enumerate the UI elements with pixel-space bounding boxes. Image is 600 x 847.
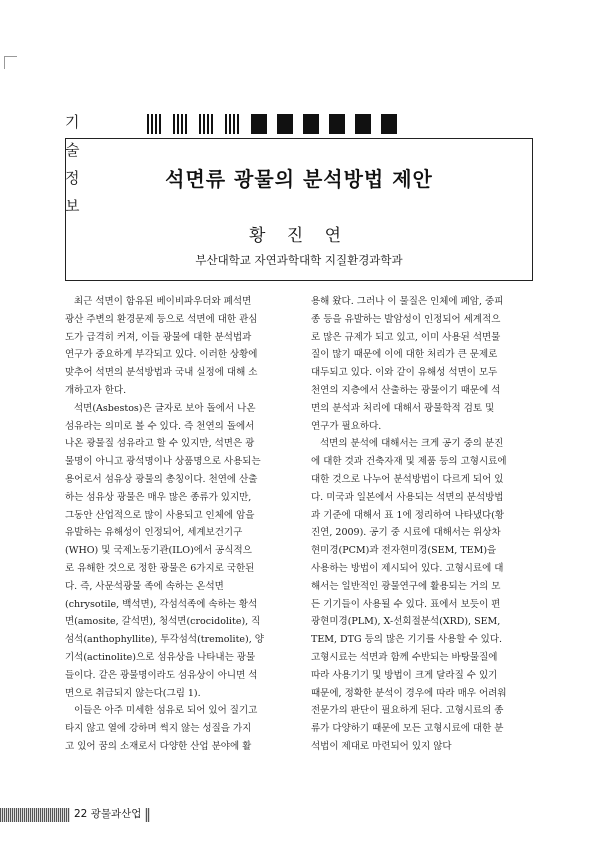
text-line: 류가 다양하기 때문에 모든 고형시료에 대한 분 — [311, 723, 504, 735]
author-name: 황 진 연 — [248, 226, 350, 246]
decoration-block — [303, 114, 319, 134]
article-title: 석면류 광물의 분석방법 제안 — [165, 167, 433, 191]
text-line: 도가 급격히 커져, 이들 광물에 대한 분석법과 — [65, 331, 252, 343]
text-line: 섬석(anthophyllite), 투각섬석(tremolite), 양 — [65, 634, 264, 646]
text-line: 연구가 필요하다. — [311, 420, 382, 432]
text-line: 과 기준에 대해서 표 1에 정리하여 나타냈다(황 — [311, 509, 505, 521]
text-line: 용해 왔다. 그러나 이 물질은 인체에 폐암, 중피 — [311, 296, 504, 307]
text-line: 광산 주변의 환경문제 등으로 석면에 대한 관심 — [65, 313, 258, 325]
text-line: 로 유해한 것으로 정한 광물은 6가지로 국한된 — [65, 562, 255, 574]
text-line: 사용하는 방법이 제시되어 있다. 고형시료에 대 — [311, 562, 504, 574]
text-line: 전문가의 판단이 필요하게 된다. 고형시료의 종 — [311, 705, 504, 717]
text-line: 그동안 산업적으로 많이 사용되고 인체에 암을 — [65, 509, 255, 521]
text-line: 맞추어 석면의 분석방법과 국내 실정에 대해 소 — [65, 367, 258, 379]
body-column-right — [311, 293, 535, 756]
text-line: 광현미경(PLM), X-선회절분석(XRD), SEM, — [311, 616, 501, 628]
decoration-block — [147, 114, 163, 134]
text-line: 진연, 2009). 공기 중 시료에 대해서는 위상차 — [311, 527, 501, 539]
text-line: 최근 석면이 함유된 베이비파우더와 폐석면 — [74, 296, 252, 307]
text-line: 연구가 중요하게 부각되고 있다. 이러한 상황에 — [65, 349, 258, 361]
text-line: 대한 것으로 나누어 분석방법이 다르게 되어 있 — [311, 473, 504, 485]
section-decoration-blocks — [147, 114, 397, 134]
text-line: 기석(actinolite)으로 섬유상을 나타내는 광물 — [65, 651, 256, 663]
decoration-block — [225, 114, 241, 134]
text-line: 다. 미국과 일본에서 사용되는 석면의 분석방법 — [311, 491, 504, 503]
text-line: 천연의 지층에서 산출하는 광물이기 때문에 석 — [311, 384, 501, 396]
text-line: 해서는 일반적인 광물연구에 활용되는 거의 모 — [311, 580, 501, 592]
text-line: (WHO) 및 국제노동기관(ILO)에서 공식적으 — [65, 545, 252, 557]
decoration-block — [381, 114, 397, 134]
text-line: 면(amosite, 갈석면), 청석면(crocidolite), 직 — [65, 616, 261, 628]
text-line: 석면(Asbestos)은 글자로 보아 돌에서 나온 — [74, 402, 256, 414]
crop-mark — [4, 56, 17, 69]
text-line: 섬유라는 의미로 볼 수 있다. 즉 천연의 돌에서 — [65, 420, 255, 432]
text-line: 현미경(PCM)과 전자현미경(SEM, TEM)을 — [311, 545, 497, 557]
text-line: 따라 사용기기 및 방법이 크게 달라질 수 있기 — [311, 669, 498, 681]
decoration-block — [173, 114, 189, 134]
text-line: 로 많은 규제가 되고 있고, 이미 사용된 석면물 — [311, 331, 501, 343]
text-line: 이들은 아주 미세한 섬유로 되어 있어 질기고 — [74, 705, 258, 717]
author-affiliation: 부산대학교 자연과학대학 지질환경과학과 — [195, 253, 403, 267]
text-line: 질이 많기 때문에 이에 대한 처리가 큰 문제로 — [311, 349, 498, 361]
title-box — [65, 138, 533, 281]
decoration-block — [277, 114, 293, 134]
text-line: 유발하는 유해성이 인정되어, 세계보건기구 — [65, 527, 243, 539]
text-line: 든 기기들이 사용될 수 있다. 표에서 보듯이 편 — [311, 598, 501, 610]
decoration-block — [329, 114, 345, 134]
text-line: 석법이 제대로 마련되어 있지 않다 — [311, 740, 452, 752]
text-line: 물명이 아니고 광석명이나 상품명으로 사용되는 — [65, 456, 261, 468]
text-line: 종 등을 유발하는 발암성이 인정되어 세계적으 — [311, 313, 501, 325]
text-line: (chrysotile, 백석면), 각섬석족에 속하는 황석 — [65, 598, 258, 610]
text-line: 대두되고 있다. 이와 같이 유해성 석면이 모두 — [311, 367, 498, 379]
decoration-block — [251, 114, 267, 134]
text-line: 개하고자 한다. — [65, 384, 127, 396]
text-line: 면의 분석과 처리에 대해서 광물학적 검토 및 — [311, 402, 495, 414]
text-line: 타지 않고 열에 강하며 썩지 않는 성질을 가지 — [65, 723, 252, 735]
text-line: 나온 광물질 섬유라고 할 수 있지만, 석면은 광 — [65, 438, 255, 450]
text-line: 들이다. 같은 광물명이라도 섬유상이 아니면 석 — [65, 669, 258, 681]
text-line: 고형시료는 석면과 함께 수반되는 바탕물질에 — [311, 651, 498, 663]
text-line: 에 대한 것과 건축자재 및 제품 등의 고형시료에 — [311, 456, 507, 468]
text-line: 고 있어 꿈의 소재로서 다양한 산업 분야에 활 — [65, 740, 252, 752]
text-line: TEM, DTG 등의 많은 기기를 사용할 수 있다. — [311, 634, 503, 646]
decoration-block — [355, 114, 371, 134]
text-line: 때문에, 정확한 분석이 경우에 따라 매우 어려워 — [311, 687, 507, 699]
text-line: 하는 섬유상 광물은 매우 많은 종류가 있지만, — [65, 491, 252, 503]
text-line: 면으로 취급되지 않는다(그림 1). — [65, 687, 201, 699]
decoration-block — [199, 114, 215, 134]
text-line: 다. 즉, 사문석광물 족에 속하는 온석면 — [65, 580, 224, 592]
page-footer: 22 광물과산업 — [70, 804, 145, 824]
text-line: 석면의 분석에 대해서는 크게 공기 중의 분진 — [320, 438, 504, 450]
text-line: 용어로서 섬유상 광물의 총칭이다. 천연에 산출 — [65, 473, 258, 485]
body-column-left — [65, 293, 289, 756]
section-label: 기술정보 — [65, 113, 80, 215]
